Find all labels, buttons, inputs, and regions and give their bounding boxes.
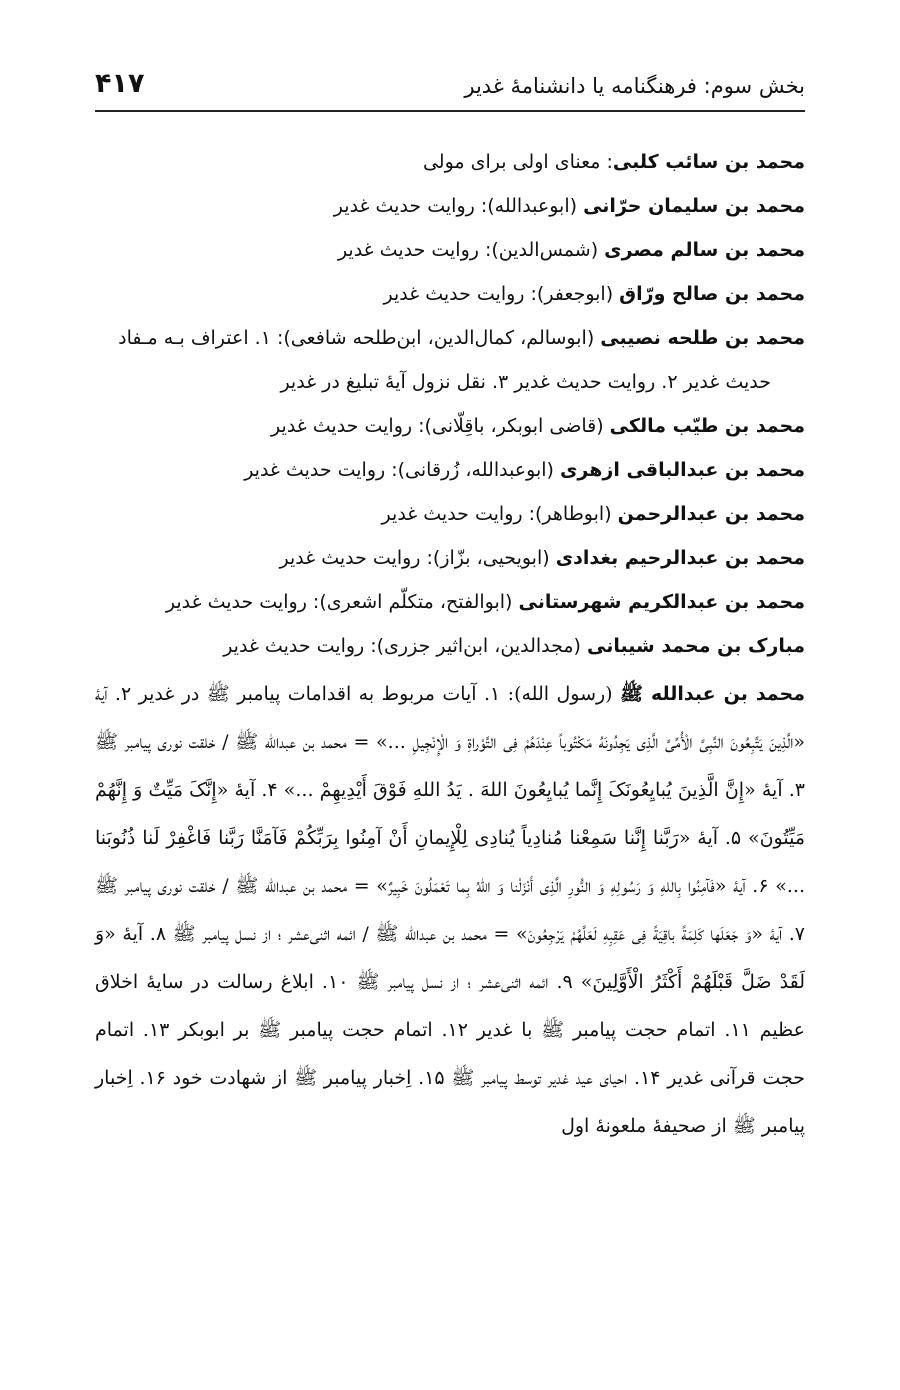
- entry-text: (ابوسالم، کمال‌الدین، ابن‌طلحه شافعی): ۱. اعتراف بـه مـفاد: [118, 327, 601, 349]
- entry-text: : معنای اولی برای مولی: [422, 151, 613, 173]
- entry-text: (ابوعبدالله، زُرقانی): روایت حدیث غدیر: [244, 459, 560, 481]
- entry-name: محمد بن عبدالرحمن: [617, 503, 805, 525]
- glossary-entry: [95, 316, 805, 360]
- glossary-entry: [95, 624, 805, 668]
- glossary-entry-prophet: [95, 670, 805, 1150]
- entry-name: محمد بن عبدالکریم شهرستانی: [518, 591, 805, 613]
- entry-name: محمد بن سالم مصری: [604, 239, 805, 261]
- entry-name: محمد بن عبدالباقی ازهری: [559, 459, 805, 481]
- entry-text: (ابوعبدالله): روایت حدیث غدیر: [333, 195, 584, 217]
- page-number: ۴۱۷: [95, 68, 145, 99]
- entry-name: محمد بن عبدالله ﷺ: [620, 683, 805, 705]
- entry-text: (ابوجعفر): روایت حدیث غدیر: [383, 283, 620, 305]
- page-header: [95, 70, 805, 112]
- glossary-entry: [95, 184, 805, 228]
- glossary-entry: [95, 228, 805, 272]
- entry-name: محمد بن سلیمان حرّانی: [583, 195, 805, 217]
- entry-name: محمد بن عبدالرحیم بغدادی: [555, 547, 805, 569]
- glossary-entry: [95, 404, 805, 448]
- glossary-entries: [95, 140, 805, 1150]
- entry-name: محمد بن طیّب مالکی: [609, 415, 805, 437]
- glossary-entry: [95, 272, 805, 316]
- entry-name: محمد بن صالح ورّاق: [619, 283, 805, 305]
- entry-text: (ابوالفتح، متکلّم اشعری): روایت حدیث غدیر: [165, 591, 519, 613]
- entry-text: (مجدالدین، ابن‌اثیر جزری): روایت حدیث غدیر: [223, 635, 588, 657]
- entry-text: (قاضی ابوبکر، باقِلّانی): روایت حدیث غدیر: [271, 415, 610, 437]
- entry-text: (ابویحیی، بزّاز): روایت حدیث غدیر: [279, 547, 556, 569]
- glossary-entry: [95, 448, 805, 492]
- entry-name: محمد بن سائب کلبی: [612, 151, 805, 173]
- glossary-entry: [95, 536, 805, 580]
- entry-continuation: حدیث غدیر ۲. روایت حدیث غدیر ۳. نقل نزول آیهٔ تبلیغ در غدیر: [280, 371, 771, 393]
- glossary-entry: [95, 580, 805, 624]
- entry-name: مبارک بن محمد شیبانی: [587, 635, 805, 657]
- entry-text: (رسول الله): ۱. آیات مربوط به اقدامات پیامبر ﷺ در غدیر ۲. آیهٔ «الَّذِینَ یَتَّبِعُونَ النَّبِیَّ الْأُمِّیَّ الَّذِی یَجِدُونَهُ مَکْتُوباً عِنْدَهُمْ فِی التَّوْراةِ وَ الْإِنْجِیلِ ...» = محمد بن عبدالله ﷺ / خلقت نوری پیامبر ﷺ ۳. آیهٔ «إِنَّ الَّذِینَ یُبایِعُونَکَ إِنَّما یُبایِعُونَ اللهَ . یَدُ اللهِ فَوْقَ أَیْدِیهِمْ ...» ۴. آیهٔ «إِنَّکَ مَیِّتٌ وَ إِنَّهُمْ مَیِّتُونَ» ۵. آیهٔ «رَبَّنا إِنَّنا سَمِعْنا مُنادِیاً یُنادِی لِلْإِیمانِ أَنْ آمِنُوا بِرَبِّکُمْ فَآمَنَّا رَبَّنا فَاغْفِرْ لَنا ذُنُوبَنا ...» ۶. آیهٔ «فَآمِنُوا بِاللهِ وَ رَسُولِهِ وَ النُّورِ الَّذِی أَنْزَلْنا وَ اللهُ بِما تَعْمَلُونَ خَبِیرٌ» = محمد بن عبدالله ﷺ / خلقت نوری پیامبر ﷺ ۷. آیهٔ «وَ جَعَلَها کَلِمَةً باقِیَةً فِی عَقِبِهِ لَعَلَّهُمْ یَرْجِعُونَ» = محمد بن عبدالله ﷺ / ائمه اثنی‌عشر ؛ از نسل پیامبر ﷺ ۸. آیهٔ «وَ لَقَدْ ضَلَّ قَبْلَهُمْ أَکْثَرُ الْأَوَّلِینَ» ۹. ائمه اثنی‌عشر ؛ از نسل پیامبر ﷺ ۱۰. ابلاغ رسالت در سایهٔ اخلاق عظیم ۱۱. اتمام حجت پیامبر ﷺ با غدیر ۱۲. اتمام حجت پیامبر ﷺ بر ابوبکر ۱۳. اتمام حجت قرآنی غدیر ۱۴. احیای عید غدیر توسط پیامبر ﷺ ۱۵. اِخبار پیامبر ﷺ از شهادت خود ۱۶. اِخبار پیامبر ﷺ از صحیفهٔ ملعونهٔ اول: [95, 683, 806, 1137]
- glossary-entry: [95, 492, 805, 536]
- entry-text: (ابوطاهر): روایت حدیث غدیر: [381, 503, 618, 525]
- entry-text: (شمس‌الدین): روایت حدیث غدیر: [337, 239, 605, 261]
- glossary-entry: [95, 140, 805, 184]
- running-title: بخش سوم: فرهنگنامه یا دانشنامهٔ غدیر: [464, 74, 805, 98]
- entry-name: محمد بن طلحه نصیبی: [600, 327, 805, 349]
